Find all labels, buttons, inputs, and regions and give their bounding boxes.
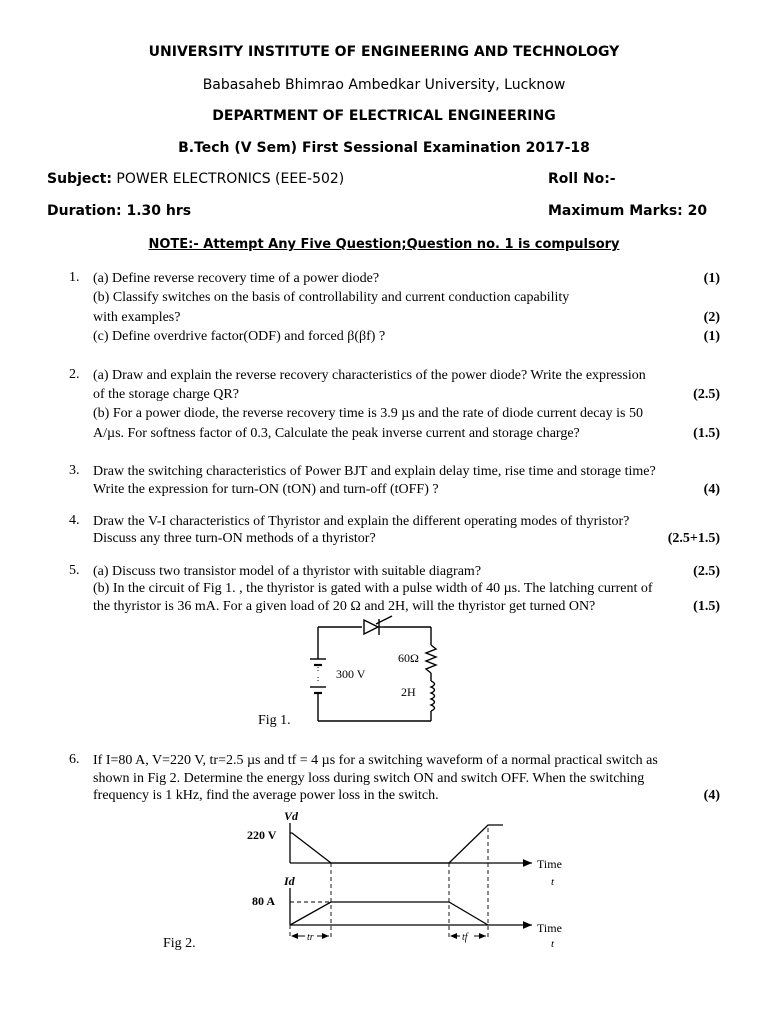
subject-line (47, 171, 344, 187)
q3-marks: (4) (703, 482, 720, 497)
fig2-v-axis-label: Vd (284, 809, 299, 823)
fig1-resistor (426, 645, 436, 673)
q5-l2: (b) In the circuit of Fig 1. , the thyristor is gated with a pulse width of 40 µs. The latching current of (93, 581, 653, 596)
q3-l2 (93, 481, 720, 499)
fig1-resistor-label: 60Ω (398, 651, 419, 665)
q1-b2-text: with examples? (93, 310, 181, 325)
fig1-battery (310, 659, 326, 693)
q2-number: 2. (69, 367, 80, 382)
fig1-caption: Fig 1. (258, 713, 291, 728)
fig2-tf-label: tf (462, 932, 468, 943)
q4-l2-text: Discuss any three turn-ON methods of a thyristor? (93, 531, 376, 546)
q6-l3-text: frequency is 1 kHz, find the average power loss in the switch. (93, 788, 439, 803)
university-name: Babasaheb Bhimrao Ambedkar University, Lucknow (202, 77, 566, 93)
q2-l2 (93, 386, 720, 404)
q1-b-marks: (2) (703, 310, 720, 325)
q3-l2-text: Write the expression for turn-ON (tON) and turn-off (tOFF) ? (93, 482, 439, 497)
q5-l3 (93, 598, 720, 616)
fig1-source-label: 300 V (336, 667, 366, 681)
q5-a-marks: (2.5) (693, 564, 720, 579)
fig2-tr-label: tr (307, 932, 314, 943)
fig2-t-label-2: t (551, 938, 555, 950)
fig2-time-label-1: Time (537, 857, 562, 871)
q4-number: 4. (69, 513, 80, 528)
q4-marks: (2.5+1.5) (667, 531, 720, 546)
fig1-circuit (300, 615, 450, 727)
fig1-thyristor (364, 616, 392, 635)
q2-l2-text: of the storage charge QR? (93, 387, 239, 402)
q4-l2 (93, 530, 720, 548)
q6-l2: shown in Fig 2. Determine the energy loss during switch ON and switch OFF. When the switching (93, 771, 645, 786)
q2-b-marks: (1.5) (693, 426, 720, 441)
q6-marks: (4) (703, 788, 720, 803)
exam-title: B.Tech (V Sem) First Sessional Examination 2017-18 (178, 140, 590, 156)
q1-a-marks: (1) (703, 271, 720, 286)
q1-c (93, 328, 720, 346)
q4-l1: Draw the V-I characteristics of Thyristor and explain the different operating modes of thyristor? (93, 514, 630, 529)
q3-number: 3. (69, 463, 80, 478)
roll-no: Roll No:- (548, 171, 616, 187)
fig2-waveform (240, 808, 580, 953)
q1-b1: (b) Classify switches on the basis of controllability and current conduction capability (93, 290, 570, 305)
fig2-v-trace (290, 825, 503, 863)
q5-l3-text: the thyristor is 36 mA. For a given load of 20 Ω and 2H, will the thyristor get turned ON? (93, 599, 596, 614)
subject-value: POWER ELECTRONICS (EEE-502) (116, 171, 345, 187)
fig1-inductor (431, 681, 435, 711)
q1-a (93, 270, 720, 288)
fig2-t-label-1: t (551, 876, 555, 888)
q5-number: 5. (69, 563, 80, 578)
q1-number: 1. (69, 270, 80, 285)
q5-l1-text: (a) Discuss two transistor model of a thyristor with suitable diagram? (93, 564, 482, 579)
q2-a-marks: (2.5) (693, 387, 720, 402)
fig2-i-axis-label: Id (284, 874, 295, 888)
q5-b-marks: (1.5) (693, 599, 720, 614)
fig1-inductor-label: 2H (401, 685, 416, 699)
max-marks: Maximum Marks: 20 (548, 203, 708, 219)
q1-c-marks: (1) (703, 329, 720, 344)
fig2-i-trace (290, 902, 488, 925)
q1-c-text: (c) Define overdrive factor(ODF) and forced β(βf) ? (93, 329, 386, 344)
q1-b2 (93, 309, 720, 327)
q3-l1: Draw the switching characteristics of Power BJT and explain delay time, rise time and storage time? (93, 464, 656, 479)
duration: Duration: 1.30 hrs (47, 203, 192, 219)
fig2-time-label-2: Time (537, 921, 562, 935)
institute-title: UNIVERSITY INSTITUTE OF ENGINEERING AND TECHNOLOGY (148, 44, 620, 60)
department-name: DEPARTMENT OF ELECTRICAL ENGINEERING (212, 108, 556, 124)
fig2-v-value: 220 V (247, 828, 277, 842)
q6-l1: If I=80 A, V=220 V, tr=2.5 µs and tf = 4 µs for a switching waveform of a normal practical switch as (93, 753, 658, 768)
q2-l4-text: A/µs. For softness factor of 0.3, Calculate the peak inverse current and storage charge? (93, 426, 580, 441)
note: NOTE:- Attempt Any Five Question;Question no. 1 is compulsory (148, 237, 620, 252)
q1-a-text: (a) Define reverse recovery time of a power diode? (93, 271, 380, 286)
q6-number: 6. (69, 752, 80, 767)
fig2-i-value: 80 A (252, 894, 276, 908)
fig2-caption: Fig 2. (163, 936, 196, 951)
q2-l1: (a) Draw and explain the reverse recovery characteristics of the power diode? Write the expression (93, 368, 646, 383)
q6-l3 (93, 787, 720, 805)
q5-l1 (93, 563, 720, 581)
q2-l4 (93, 425, 720, 443)
q2-l3: (b) For a power diode, the reverse recovery time is 3.9 µs and the rate of diode current decay is 50 (93, 406, 643, 421)
subject-label: Subject: (47, 171, 112, 187)
